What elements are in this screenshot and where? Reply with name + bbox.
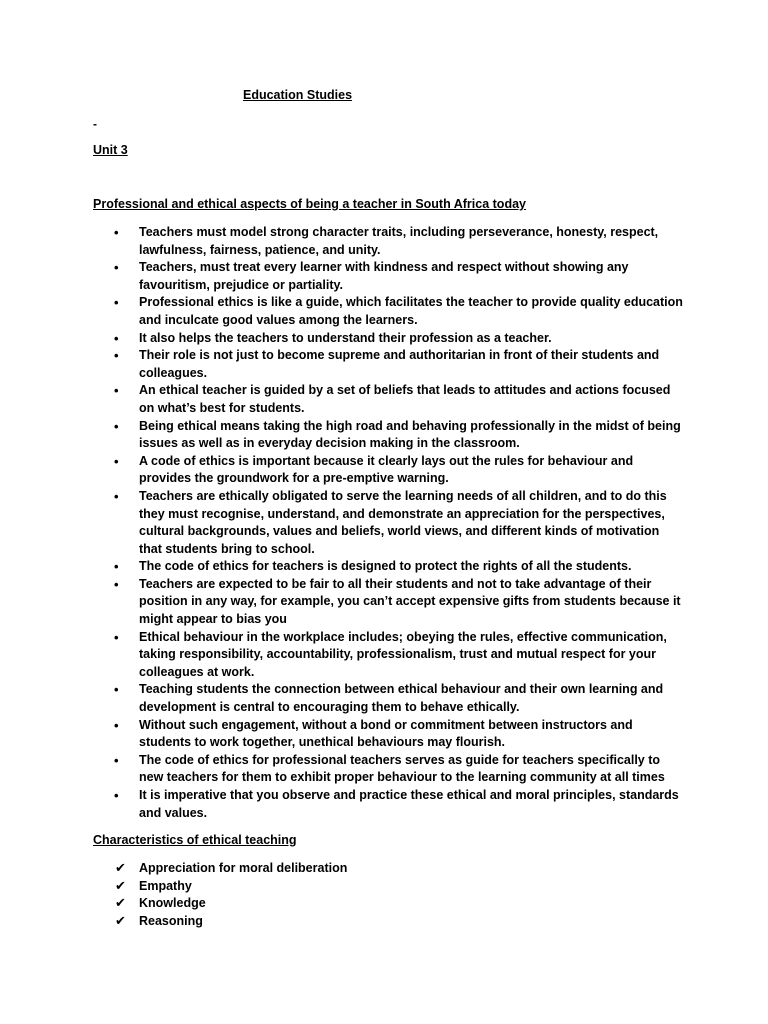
section-heading-professional-ethics: Professional and ethical aspects of being a teacher in South Africa today	[93, 197, 526, 211]
list-item	[93, 224, 683, 259]
list-item	[93, 752, 683, 787]
list-item-text: Empathy	[139, 878, 192, 893]
list-item	[93, 629, 683, 682]
list-item-text: Their role is not just to become supreme and authoritarian in front of their students and colleagues.	[139, 348, 660, 380]
list-item-text: The code of ethics for professional teachers serves as guide for teachers specifically to new teachers for them to exhibit proper behaviour to the learning community at all times	[139, 752, 665, 785]
ethics-bullet-list	[93, 224, 683, 822]
bullet-icon: •	[114, 330, 119, 346]
list-item-text: An ethical teacher is guided by a set of beliefs that leads to attitudes and actions focused on what’s best for students.	[139, 383, 671, 415]
list-item	[93, 717, 683, 752]
bullet-icon: •	[114, 717, 119, 733]
bullet-icon: •	[114, 295, 119, 311]
bullet-icon: •	[114, 629, 119, 645]
list-item-text: Without such engagement, without a bond or commitment between instructors and students to work together, unethical behaviours may flourish.	[139, 717, 633, 750]
list-item-text: Reasoning	[139, 913, 203, 928]
bullet-icon: •	[114, 788, 119, 803]
list-item-text: Professional ethics is like a guide, which facilitates the teacher to provide quality education and inculcate good values among the learners.	[139, 295, 683, 327]
list-item	[93, 558, 683, 576]
list-item-text: Being ethical means taking the high road and behaving professionally in the midst of being issues as well as in everyday decision making in the classroom.	[139, 418, 681, 451]
list-item	[93, 488, 683, 558]
bullet-icon: •	[114, 418, 119, 434]
bullet-icon: •	[114, 682, 119, 698]
list-item-text: Teachers are ethically obligated to serve the learning needs of all children, and to do this they must recognise, understand, and demonstrate an appreciation for the perspectives, cultural backgrounds, values and beliefs, world views, and different kinds of motivation that students bring to school.	[139, 488, 667, 556]
bullet-icon: •	[114, 453, 119, 469]
list-item	[93, 418, 683, 453]
checkmark-icon: ✔	[115, 913, 126, 929]
list-item	[93, 347, 683, 382]
list-item-text: Teachers must model strong character traits, including perseverance, honesty, respect, lawfulness, fairness, patience, and unity.	[139, 225, 659, 257]
list-item	[93, 895, 683, 913]
list-item	[93, 453, 683, 488]
bullet-icon: •	[114, 752, 119, 768]
list-item	[93, 259, 683, 294]
list-item-text: It is imperative that you observe and practice these ethical and moral principles, standards and values.	[139, 788, 679, 820]
list-item-text: The code of ethics for teachers is designed to protect the rights of all the students.	[139, 559, 632, 574]
list-item	[93, 382, 683, 417]
list-item	[93, 330, 683, 348]
bullet-icon: •	[114, 559, 119, 575]
list-item-text: A code of ethics is important because it clearly lays out the rules for behaviour and provides the groundwork for a pre-emptive warning.	[139, 453, 634, 486]
list-item	[93, 294, 683, 329]
checkmark-icon: ✔	[115, 896, 126, 912]
list-item-text: It also helps the teachers to understand their profession as a teacher.	[139, 330, 552, 345]
list-item	[93, 576, 683, 629]
bullet-icon: •	[114, 576, 119, 592]
list-item-text: Appreciation for moral deliberation	[139, 861, 348, 875]
bullet-icon: •	[114, 225, 119, 240]
bullet-icon: •	[114, 383, 119, 399]
list-item-text: Knowledge	[139, 896, 206, 911]
checkmark-icon: ✔	[115, 878, 126, 894]
list-item	[93, 913, 683, 931]
list-item-text: Teaching students the connection between ethical behaviour and their own learning and development is central to encouraging them to behave ethically.	[139, 682, 664, 715]
list-item	[93, 860, 683, 878]
characteristics-check-list	[93, 860, 683, 930]
bullet-icon: •	[114, 260, 119, 276]
list-item	[93, 787, 683, 822]
checkmark-icon: ✔	[115, 861, 126, 876]
section-heading-characteristics: Characteristics of ethical teaching	[93, 833, 297, 847]
document-title: Education Studies	[243, 88, 353, 102]
bullet-icon: •	[114, 488, 119, 504]
list-item	[93, 681, 683, 716]
dash-mark: -	[93, 117, 97, 131]
list-item	[93, 878, 683, 896]
list-item-text: Ethical behaviour in the workplace includes; obeying the rules, effective communication, taking responsibility, accountability, professionalism, trust and mutual respect for your colleagues at work.	[139, 629, 667, 679]
list-item-text: Teachers, must treat every learner with kindness and respect without showing any favouritism, prejudice or partiality.	[139, 260, 629, 292]
unit-heading: Unit 3	[93, 143, 128, 157]
bullet-icon: •	[114, 348, 119, 364]
list-item-text: Teachers are expected to be fair to all their students and not to take advantage of their position in any way, for example, you can’t accept expensive gifts from students because it might appear to bias you	[139, 576, 681, 627]
